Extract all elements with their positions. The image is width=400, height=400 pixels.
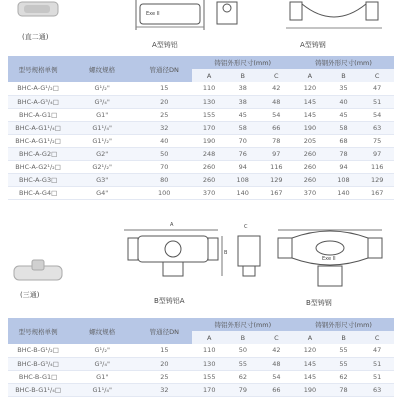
table-row (8, 383, 394, 396)
table-cell: 260 (192, 160, 226, 173)
table-cell: G³/₄" (68, 95, 136, 108)
table-cell: 97 (360, 147, 394, 160)
table-cell: 130 (192, 95, 226, 108)
table-cell: BHC-A-G4□ (8, 186, 68, 199)
table-cell: 66 (260, 383, 294, 396)
table-row (8, 95, 394, 108)
label-a-aluminum: A型铸铝 (152, 41, 178, 49)
table-cell: 48 (260, 95, 294, 108)
header-model: 型号规格单例 (8, 56, 68, 82)
drawing-text-a: Exe II (146, 11, 160, 17)
table-cell: 167 (260, 186, 294, 199)
table-row (8, 160, 394, 173)
table-cell: 25 (136, 370, 192, 383)
table-cell: 55 (327, 357, 361, 370)
table-cell: 66 (260, 121, 294, 134)
table-cell: 94 (226, 160, 260, 173)
table-row (8, 186, 394, 199)
table-cell: 70 (226, 134, 260, 147)
table-cell: G³/₄" (68, 357, 136, 370)
table-cell: 167 (360, 186, 394, 199)
table-cell: 130 (192, 357, 226, 370)
table-cell: BHC-B-G¹/₂□ (8, 344, 68, 357)
table-cell: BHC-A-G¹/₂□ (8, 82, 68, 95)
drawing-a-aluminum-side (214, 0, 240, 30)
subheader-dim: C (360, 69, 394, 82)
table-cell: 68 (327, 134, 361, 147)
subheader-dim: C (360, 331, 394, 344)
header-aluminum: 铸铝外形尺寸(mm) (192, 56, 293, 69)
table-cell: G1¹/₂" (68, 134, 136, 147)
table-row (8, 147, 394, 160)
table-cell: 32 (136, 383, 192, 396)
subheader-dim: A (192, 331, 226, 344)
table-row (8, 82, 394, 95)
product-photo-b (10, 258, 66, 286)
table-row (8, 370, 394, 383)
photo-caption-a: (直二通) (22, 33, 49, 41)
table-cell: BHC-A-G1¹/₄□ (8, 121, 68, 134)
table-cell: G3" (68, 173, 136, 186)
table-cell: 70 (136, 160, 192, 173)
table-cell: 248 (192, 147, 226, 160)
table-cell: 116 (260, 160, 294, 173)
table-cell: 100 (136, 186, 192, 199)
table-cell: 190 (192, 134, 226, 147)
table-cell: 145 (293, 357, 327, 370)
table-cell: 205 (293, 134, 327, 147)
drawing-text-b: Exe II (322, 256, 336, 262)
table-cell: 55 (327, 344, 361, 357)
spec-table-b (8, 318, 394, 397)
table-cell: G1¹/₄" (68, 121, 136, 134)
table-cell: G4" (68, 186, 136, 199)
table-cell: BHC-A-G³/₄□ (8, 95, 68, 108)
product-photo-a (16, 0, 60, 26)
table-cell: 25 (136, 108, 192, 121)
subheader-dim: A (293, 69, 327, 82)
header-thread: 螺纹规格 (68, 318, 136, 344)
table-cell: 47 (360, 344, 394, 357)
table-cell: 45 (327, 108, 361, 121)
subheader-dim: B (226, 331, 260, 344)
dim-a-label: A (170, 222, 174, 228)
table-row (8, 121, 394, 134)
header-model: 型号规格单例 (8, 318, 68, 344)
header-steel: 铸钢外形尺寸(mm) (293, 56, 394, 69)
table-cell: 20 (136, 357, 192, 370)
table-cell: 108 (226, 173, 260, 186)
table-cell: 51 (360, 357, 394, 370)
table-cell: 145 (293, 95, 327, 108)
subheader-dim: A (293, 331, 327, 344)
table-cell: 94 (327, 160, 361, 173)
table-cell: 40 (327, 95, 361, 108)
table-cell: 51 (360, 370, 394, 383)
table-cell: 190 (293, 383, 327, 396)
table-cell: BHC-A-G3□ (8, 173, 68, 186)
table-cell: BHC-A-G1□ (8, 108, 68, 121)
table-cell: 51 (360, 95, 394, 108)
table-cell: BHC-A-G2□ (8, 147, 68, 160)
table-cell: BHC-B-G1¹/₄□ (8, 383, 68, 396)
table-cell: 78 (327, 383, 361, 396)
subheader-dim: C (260, 69, 294, 82)
table-cell: 50 (136, 147, 192, 160)
drawing-a-steel (284, 0, 384, 36)
table-cell: 75 (360, 134, 394, 147)
subheader-dim: C (260, 331, 294, 344)
table-cell: 170 (192, 121, 226, 134)
table-cell: 62 (226, 370, 260, 383)
subheader-dim: B (327, 69, 361, 82)
table-cell: 155 (192, 370, 226, 383)
table-row (8, 344, 394, 357)
header-thread: 螺纹规格 (68, 56, 136, 82)
table-cell: G1¹/₄" (68, 383, 136, 396)
table-cell: 54 (260, 370, 294, 383)
table-cell: 129 (260, 173, 294, 186)
table-cell: 54 (360, 108, 394, 121)
table-cell: 145 (293, 108, 327, 121)
table-cell: 370 (192, 186, 226, 199)
header-aluminum: 铸铝外形尺寸(mm) (192, 318, 293, 331)
table-cell: G1" (68, 108, 136, 121)
table-cell: 120 (293, 344, 327, 357)
table-cell: 129 (360, 173, 394, 186)
drawing-b-aluminum (118, 226, 228, 290)
table-cell: 58 (327, 121, 361, 134)
table-cell: 78 (260, 134, 294, 147)
table-cell: 42 (260, 344, 294, 357)
table-cell: 97 (260, 147, 294, 160)
table-cell: 45 (226, 108, 260, 121)
table-cell: 80 (136, 173, 192, 186)
table-cell: 38 (226, 82, 260, 95)
table-cell: G2¹/₂" (68, 160, 136, 173)
header-dn: 管通径DN (136, 56, 192, 82)
table-cell: 190 (293, 121, 327, 134)
table-row (8, 173, 394, 186)
table-cell: 76 (226, 147, 260, 160)
dim-c-label: C (244, 224, 248, 230)
table-cell: 370 (293, 186, 327, 199)
subheader-dim: A (192, 69, 226, 82)
table-cell: 32 (136, 121, 192, 134)
table-cell: 62 (327, 370, 361, 383)
table-cell: 116 (360, 160, 394, 173)
table-cell: 110 (192, 344, 226, 357)
table-cell: 140 (226, 186, 260, 199)
photo-caption-b: (三通) (20, 291, 40, 299)
table-cell: 260 (192, 173, 226, 186)
table-cell: 155 (192, 108, 226, 121)
dim-b-label: B (224, 250, 228, 256)
table-cell: 47 (360, 82, 394, 95)
table-cell: 38 (226, 95, 260, 108)
table-cell: 42 (260, 82, 294, 95)
table-row (8, 134, 394, 147)
table-cell: 120 (293, 82, 327, 95)
table-cell: 15 (136, 344, 192, 357)
table-row (8, 357, 394, 370)
label-a-steel: A型铸钢 (300, 41, 326, 49)
table-cell: 260 (293, 147, 327, 160)
table-cell: BHC-A-G2¹/₂□ (8, 160, 68, 173)
spec-table-a (8, 56, 394, 200)
table-cell: BHC-B-G1□ (8, 370, 68, 383)
table-cell: G¹/₂" (68, 344, 136, 357)
subheader-dim: B (327, 331, 361, 344)
subheader-dim: B (226, 69, 260, 82)
table-cell: 48 (260, 357, 294, 370)
label-b-aluminum: B型铸铝A (154, 297, 185, 305)
table-cell: 15 (136, 82, 192, 95)
table-cell: 108 (327, 173, 361, 186)
table-cell: G¹/₂" (68, 82, 136, 95)
table-cell: 50 (226, 344, 260, 357)
table-cell: BHC-A-G1¹/₂□ (8, 134, 68, 147)
table-cell: 140 (327, 186, 361, 199)
drawing-a-aluminum (132, 0, 208, 36)
table-cell: 260 (293, 173, 327, 186)
table-cell: G1" (68, 370, 136, 383)
table-cell: 170 (192, 383, 226, 396)
header-steel: 铸钢外形尺寸(mm) (293, 318, 394, 331)
table-cell: 58 (226, 121, 260, 134)
header-dn: 管通径DN (136, 318, 192, 344)
table-cell: 20 (136, 95, 192, 108)
table-cell: 54 (260, 108, 294, 121)
table-cell: 145 (293, 370, 327, 383)
table-cell: 40 (136, 134, 192, 147)
table-cell: G2" (68, 147, 136, 160)
table-cell: 260 (293, 160, 327, 173)
table-cell: 79 (226, 383, 260, 396)
drawing-b-aluminum-side (234, 232, 264, 278)
table-cell: 110 (192, 82, 226, 95)
table-cell: 63 (360, 383, 394, 396)
table-cell: 35 (327, 82, 361, 95)
table-row (8, 108, 394, 121)
table-cell: 55 (226, 357, 260, 370)
table-cell: BHC-B-G³/₄□ (8, 357, 68, 370)
label-b-steel: B型铸钢 (306, 299, 332, 307)
table-cell: 78 (327, 147, 361, 160)
table-cell: 63 (360, 121, 394, 134)
